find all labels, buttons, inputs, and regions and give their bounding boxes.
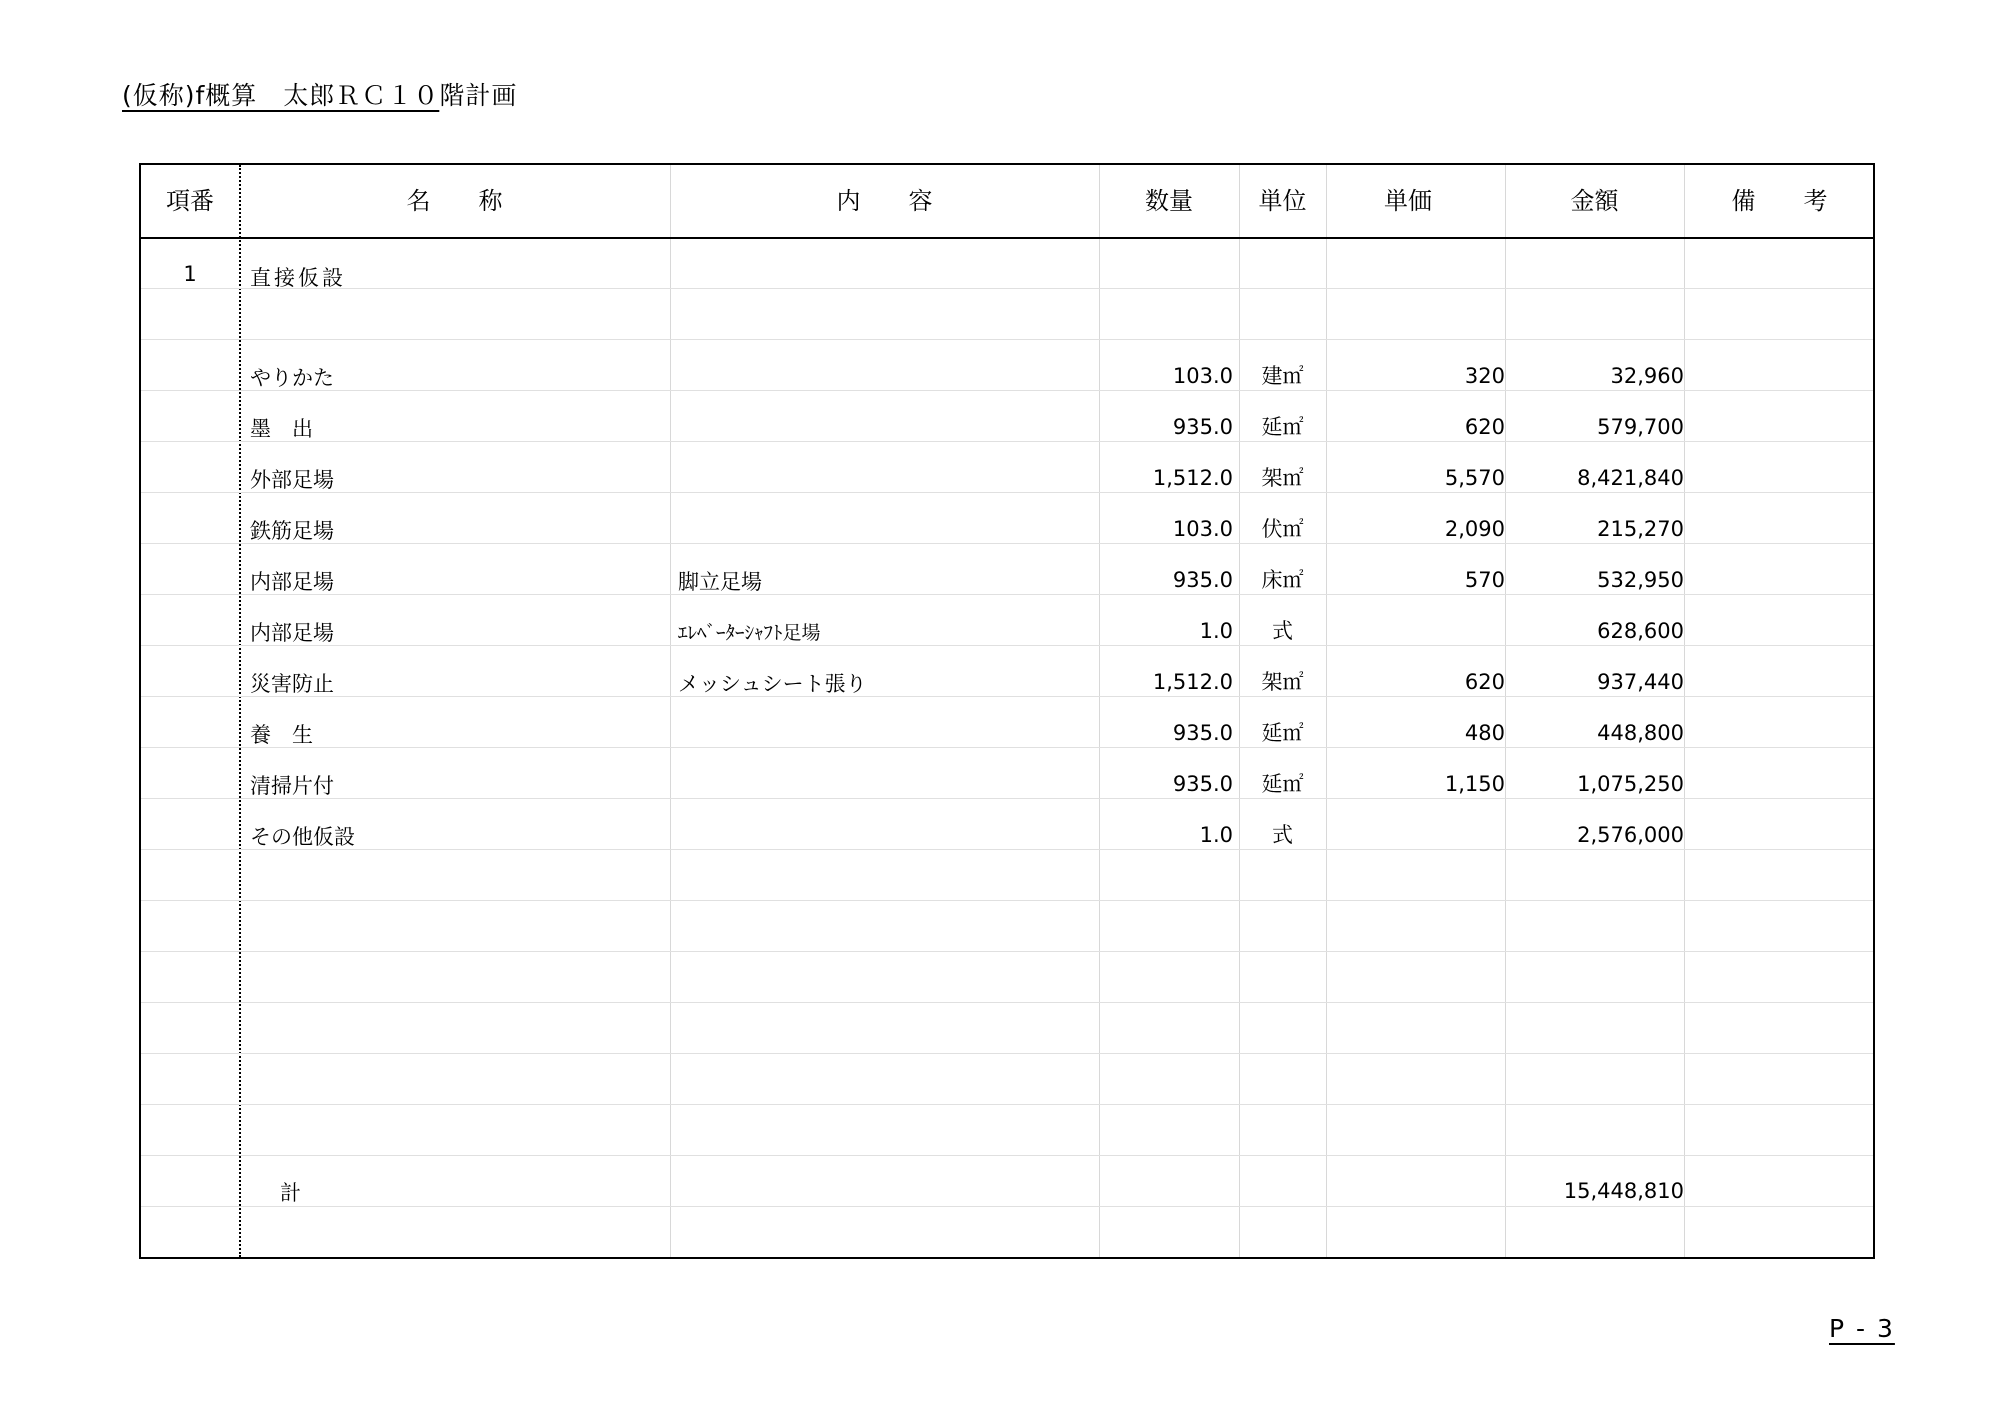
page-number: P - 3 [1829, 1314, 1895, 1343]
row-amount: 32,960 [1610, 364, 1684, 388]
header-unit-price: 単価 [1384, 187, 1432, 215]
row-unit: 式 [1272, 619, 1293, 643]
row-name: 外部足場 [250, 468, 334, 492]
row-divider [141, 1206, 1873, 1207]
row-divider [141, 900, 1873, 901]
row-divider [141, 492, 1873, 493]
row-divider [141, 798, 1873, 799]
row-divider [141, 951, 1873, 952]
row-name: その他仮設 [250, 825, 355, 849]
row-name: 養 生 [250, 723, 313, 747]
column-divider-dotted [239, 165, 241, 1257]
row-divider [141, 645, 1873, 646]
table-header-row [141, 165, 1873, 239]
document-title-underlined: (仮称)f概算 太郎ＲＣ１０ [122, 81, 440, 110]
row-unit: 床㎡ [1261, 568, 1304, 592]
row-divider [141, 288, 1873, 289]
row-amount: 448,800 [1597, 721, 1684, 745]
header-no: 項番 [166, 187, 214, 215]
column-divider [1684, 165, 1685, 1257]
row-unit-price: 2,090 [1444, 517, 1505, 541]
column-divider [1099, 165, 1100, 1257]
row-quantity: 935.0 [1172, 772, 1233, 796]
column-divider [1326, 165, 1327, 1257]
row-name: 鉄筋足場 [250, 519, 334, 543]
row-unit-price: 620 [1464, 670, 1505, 694]
header-content: 内 容 [836, 187, 933, 215]
row-divider [141, 696, 1873, 697]
row-divider [141, 441, 1873, 442]
header-remarks: 備 考 [1731, 187, 1828, 215]
row-quantity: 1.0 [1199, 619, 1233, 643]
row-quantity: 935.0 [1172, 415, 1233, 439]
row-divider [141, 849, 1873, 850]
row-content: メッシュシート張り [678, 672, 867, 696]
row-unit-price: 480 [1464, 721, 1505, 745]
row-amount: 628,600 [1597, 619, 1684, 643]
row-amount: 215,270 [1597, 517, 1684, 541]
section-number: 1 [183, 262, 197, 286]
row-divider [141, 390, 1873, 391]
row-quantity: 1.0 [1199, 823, 1233, 847]
row-divider [141, 1155, 1873, 1156]
total-amount: 15,448,810 [1563, 1179, 1684, 1203]
row-name: 内部足場 [250, 570, 334, 594]
row-quantity: 1,512.0 [1152, 466, 1233, 490]
row-quantity: 935.0 [1172, 721, 1233, 745]
document-title [122, 76, 517, 112]
row-content: 脚立足場 [678, 570, 762, 594]
row-unit: 式 [1272, 823, 1293, 847]
header-quantity: 数量 [1145, 187, 1193, 215]
row-unit-price: 5,570 [1444, 466, 1505, 490]
row-divider [141, 1104, 1873, 1105]
row-unit: 延㎡ [1261, 772, 1304, 796]
row-amount: 8,421,840 [1577, 466, 1684, 490]
header-unit: 単位 [1258, 187, 1307, 215]
row-amount: 2,576,000 [1577, 823, 1684, 847]
total-label: 計 [280, 1181, 301, 1205]
row-quantity: 103.0 [1172, 364, 1233, 388]
row-unit: 延㎡ [1261, 721, 1304, 745]
row-unit: 建㎡ [1261, 364, 1304, 388]
column-divider [670, 165, 671, 1257]
row-divider [141, 339, 1873, 340]
header-name: 名 称 [406, 187, 503, 215]
row-name: 災害防止 [250, 672, 334, 696]
row-amount: 937,440 [1597, 670, 1684, 694]
row-amount: 532,950 [1597, 568, 1684, 592]
row-unit: 伏㎡ [1261, 517, 1304, 541]
row-quantity: 935.0 [1172, 568, 1233, 592]
row-divider [141, 1053, 1873, 1054]
header-amount: 金額 [1570, 187, 1619, 215]
row-divider [141, 594, 1873, 595]
row-amount: 1,075,250 [1577, 772, 1684, 796]
column-divider [1239, 165, 1240, 1257]
row-divider [141, 1002, 1873, 1003]
row-name: 内部足場 [250, 621, 334, 645]
column-divider [1505, 165, 1506, 1257]
row-divider [141, 747, 1873, 748]
row-unit: 架㎡ [1261, 670, 1304, 694]
row-unit-price: 320 [1464, 364, 1505, 388]
section-name: 直接仮設 [250, 266, 346, 290]
document-title-rest: 階計画 [439, 81, 518, 110]
row-quantity: 1,512.0 [1152, 670, 1233, 694]
row-name: やりかた [250, 366, 334, 390]
row-unit-price: 570 [1464, 568, 1505, 592]
row-unit-price: 620 [1464, 415, 1505, 439]
row-divider [141, 543, 1873, 544]
row-quantity: 103.0 [1172, 517, 1233, 541]
row-amount: 579,700 [1597, 415, 1684, 439]
row-unit: 架㎡ [1261, 466, 1304, 490]
row-content: ｴﾚﾍﾞｰﾀｰｼｬﾌﾄ足場 [678, 622, 821, 644]
row-unit: 延㎡ [1261, 415, 1304, 439]
row-name: 清掃片付 [250, 774, 334, 798]
row-unit-price: 1,150 [1444, 772, 1505, 796]
row-name: 墨 出 [250, 417, 313, 441]
estimate-table [139, 163, 1875, 1259]
